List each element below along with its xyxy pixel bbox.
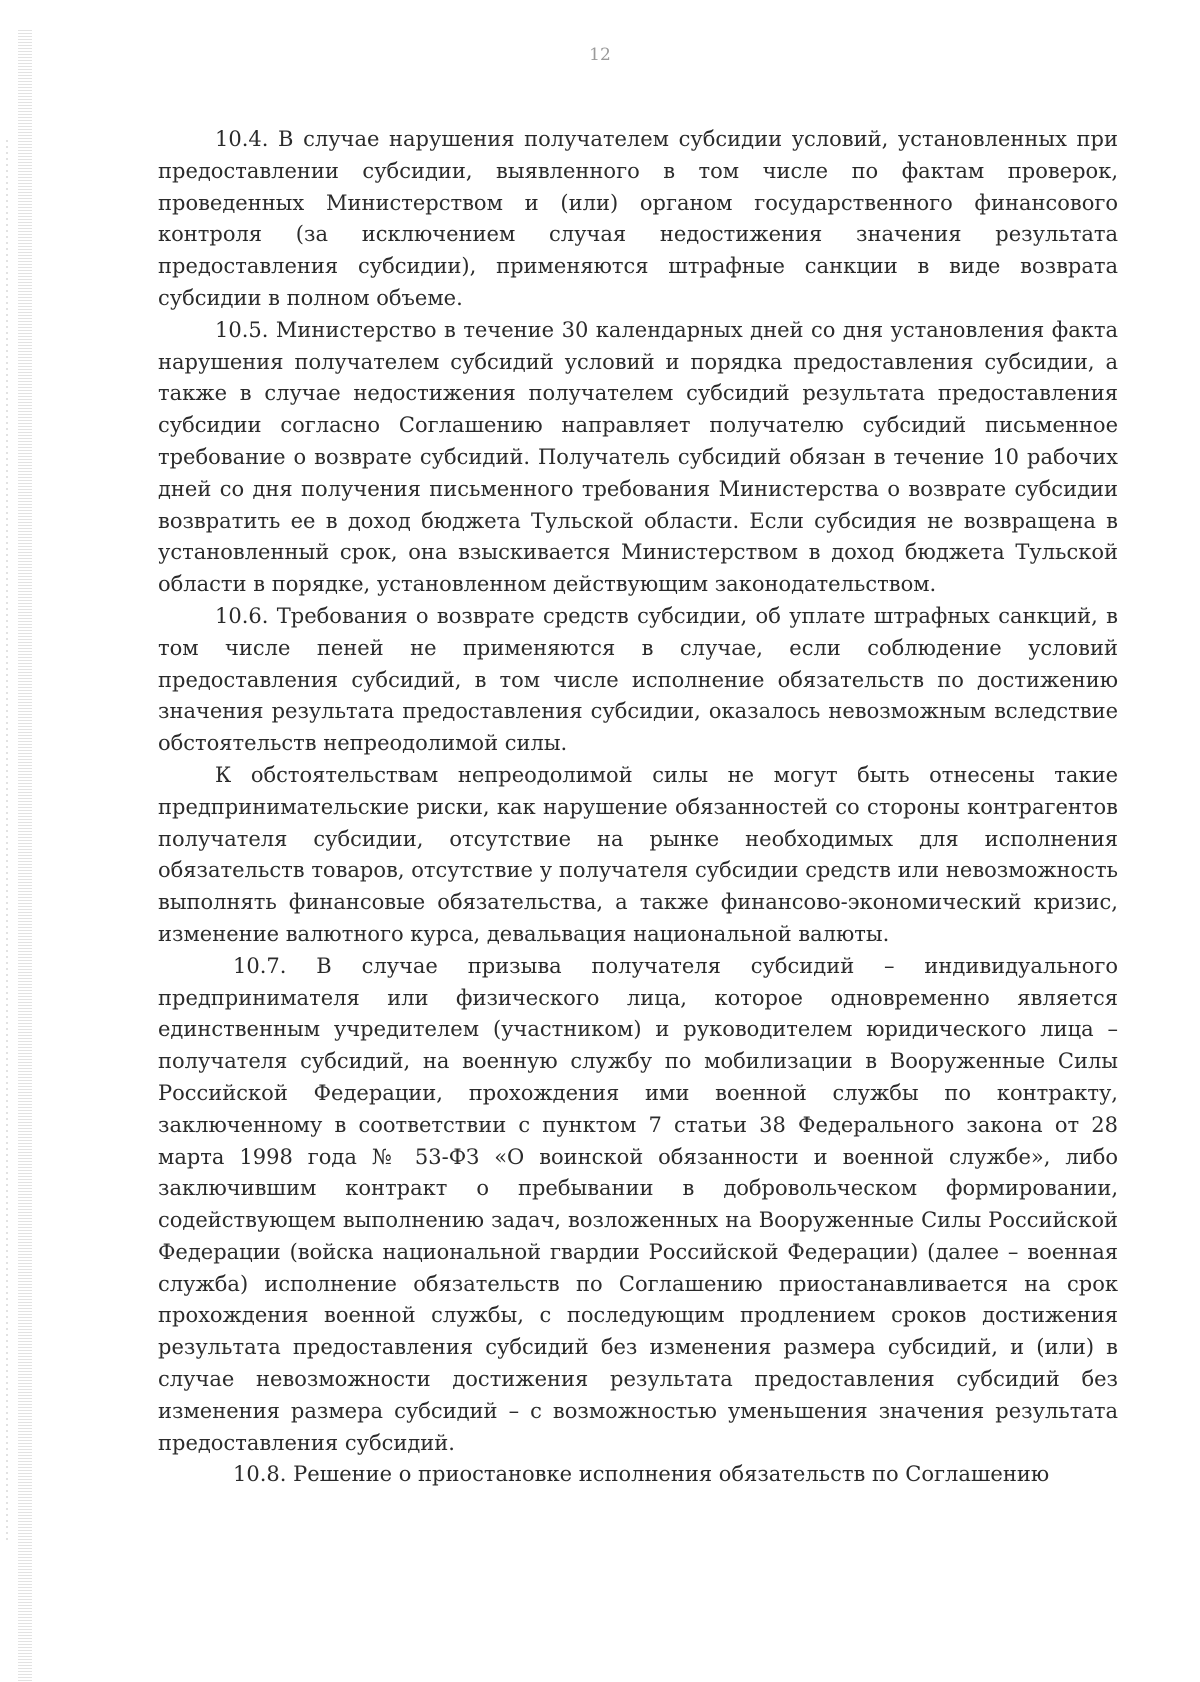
paragraph-force-majeure: К обстоятельствам непреодолимой силы не могут быть отнесены такие предпринимательские риски, как нарушение обязанностей со стороны контрагентов получателя субсидии, отсутствие на рынке необходимых для исполнения обязательств товаров, отсутствие у получателя субсидии средств или невозможность выполнять финансовые обязательства, а также финансово-экономический кризис, изменение валютного курса, девальвация национальной валюты. xyxy=(158,762,1118,946)
paragraph-10-5: 10.5. Министерство в течение 30 календарных дней со дня установления факта нарушения получателем субсидий условий и порядка предоставления субсидии, а также в случае недостижения получателем субсидий результата предоставления субсидии согласно Соглашению направляет получателю субсидий письменное требование о возврате субсидий. Получатель субсидий обязан в течение 10 рабочих дней со дня получения письменного требования Министерства о возврате субсидии возвратить ее в доход бюджета Тульской области. Если субсидия не возвращена в установленный срок, она взыскивается Министерством в доход бюджета Тульской области в порядке, установленном действующим законодательством. xyxy=(158,317,1118,597)
scan-margin-artifact xyxy=(6,140,8,1540)
paragraph-10-4: 10.4. В случае нарушения получателем субсидии условий, установленных при предоставлении субсидии, выявленного в том числе по фактам проверок, проведенных Министерством и (или) органом государственного финансового контроля (за исключением случая недостижения значения результата предоставления субсидии), применяются штрафные санкции в виде возврата субсидии в полном объеме. xyxy=(158,127,1118,310)
scan-binding-edge xyxy=(18,30,32,1682)
page-number: 12 xyxy=(589,45,611,65)
paragraph-10-8: 10.8. Решение о приостановке исполнения обязательств по Соглашению xyxy=(233,1462,1050,1487)
paragraph-10-6: 10.6. Требования о возврате средств субсидии, об уплате штрафных санкций, в том числе пеней не применяются в случае, если соблюдение условий предоставления субсидий, в том числе исполнение обязательств по достижению значения результата предоставления субсидии, оказалось невозможным вследствие обстоятельств непреодолимой силы. xyxy=(158,603,1118,756)
document-body xyxy=(158,124,1118,1491)
paragraph-10-7: 10.7. В случае призыва получателя субсидий – индивидуального предпринимателя или физического лица, которое одновременно является единственным учредителем (участником) и руководителем юридического лица – получателя субсидий, на военную службу по мобилизации в Вооруженные Силы Российской Федерации, прохождения ими военной службы по контракту, заключенному в соответствии с пунктом 7 статьи 38 Федерального закона от 28 марта 1998 года № 53-ФЗ «О воинской обязанности и военной службе», либо заключившим контракт о пребывании в добровольческом формировании, содействующем выполнению задач, возложенных на Вооруженные Силы Российской Федерации (войска национальной гвардии Российской Федерации) (далее – военная служба) исполнение обязательств по Соглашению приостанавливается на срок прохождения военной службы, с последующим продлением сроков достижения результата предоставления субсидий без изменения размера субсидий, и (или) в случае невозможности достижения результата предоставления субсидий без изменения размера субсидий – с возможностью уменьшения значения результата предоставления субсидий. xyxy=(158,953,1118,1455)
